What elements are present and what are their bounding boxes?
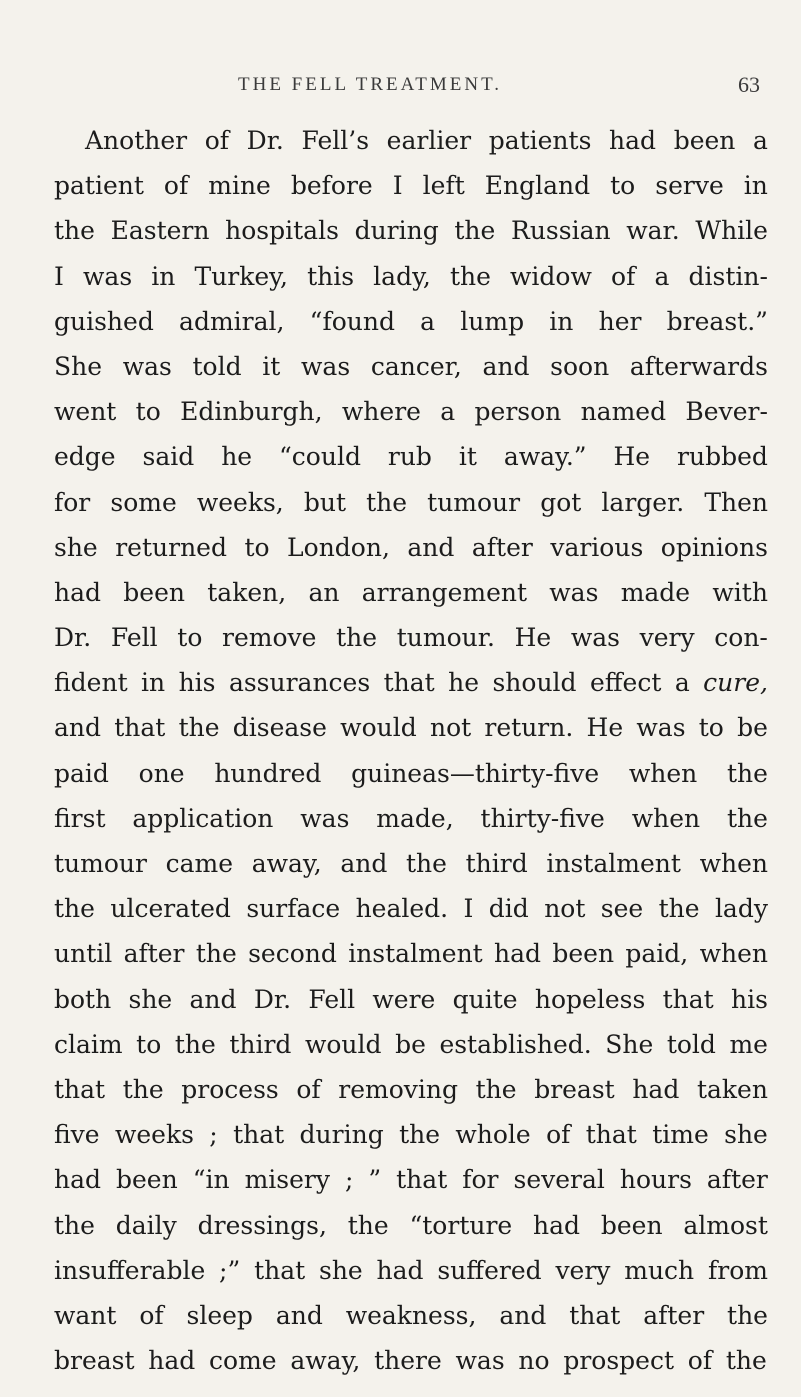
word: thirty-five — [480, 803, 605, 833]
word: and — [499, 1300, 547, 1330]
word: that — [383, 668, 435, 698]
word: the — [122, 1074, 164, 1104]
word: tumour. — [396, 623, 495, 653]
text-line — [54, 705, 768, 750]
word: She — [605, 1029, 654, 1059]
word: He — [514, 623, 552, 653]
word: arrangement — [361, 577, 528, 607]
word: were — [372, 984, 436, 1014]
word: the — [658, 894, 700, 924]
text-line — [54, 660, 768, 705]
word: “could — [279, 442, 361, 472]
word: she — [319, 1255, 363, 1285]
word: to — [136, 1029, 162, 1059]
word: be — [395, 1029, 426, 1059]
word: it — [458, 442, 477, 472]
word: first — [54, 803, 106, 833]
word: rub — [387, 442, 432, 472]
word: Fell — [308, 984, 356, 1014]
word: during — [354, 216, 439, 246]
text-line — [54, 977, 768, 1022]
text-line — [54, 1112, 768, 1157]
word: weeks — [114, 1120, 194, 1150]
word: breast.” — [666, 306, 768, 336]
word: hospitals — [225, 216, 339, 246]
text-line — [54, 841, 768, 886]
word: person — [474, 397, 562, 427]
word: the — [336, 623, 378, 653]
word: the — [178, 713, 220, 743]
word: of — [611, 261, 636, 291]
word: away, — [251, 849, 322, 878]
word: war. — [626, 216, 680, 246]
word: I — [392, 171, 403, 201]
text-line — [54, 163, 768, 208]
word: the — [399, 1120, 441, 1150]
word: after — [706, 1165, 768, 1195]
word: serve — [655, 171, 724, 201]
running-head: THE FELL TREATMENT. — [238, 74, 503, 95]
word: was — [122, 351, 172, 381]
word: the — [54, 216, 95, 246]
word: a — [674, 668, 690, 698]
word: the — [406, 849, 447, 878]
word: patients — [488, 126, 592, 155]
word: taken — [696, 1074, 768, 1104]
word: hours — [619, 1165, 692, 1195]
word: after — [643, 1300, 705, 1330]
word: she — [128, 984, 173, 1014]
word: from — [707, 1255, 768, 1285]
word: Another — [85, 126, 188, 155]
word: to — [177, 623, 203, 653]
text-line — [54, 299, 768, 344]
word: cancer, — [370, 351, 462, 381]
word: con- — [714, 623, 768, 653]
word: very — [555, 1255, 611, 1285]
word: went — [54, 397, 117, 427]
word: I — [54, 261, 64, 291]
word: made — [620, 577, 691, 607]
word: been — [123, 577, 185, 607]
word: left — [422, 171, 465, 201]
word: after — [471, 532, 533, 562]
text-line — [54, 751, 768, 796]
word: Fell — [110, 623, 158, 653]
text-line — [54, 525, 768, 570]
word: claim — [54, 1029, 123, 1059]
word: paid — [54, 758, 109, 788]
word: instalment — [546, 849, 681, 878]
word: an — [308, 577, 340, 607]
word: I — [463, 894, 474, 924]
word: when — [699, 849, 768, 878]
word: was — [636, 713, 686, 743]
text-line — [54, 1338, 768, 1383]
word: had — [54, 1165, 102, 1195]
word: when — [699, 939, 768, 969]
word: she — [54, 532, 98, 562]
word: the — [347, 1210, 389, 1240]
word: five — [54, 1120, 100, 1150]
word: mine — [208, 171, 271, 201]
word: came — [165, 849, 234, 878]
word: she — [724, 1120, 768, 1150]
word: would — [304, 1029, 382, 1059]
word: ; — [209, 1120, 218, 1150]
word: the — [727, 1300, 768, 1330]
word: had — [148, 1346, 196, 1376]
text-line — [54, 118, 768, 163]
word: lady, — [373, 261, 431, 291]
word: the — [727, 803, 768, 833]
page-number: 63 — [738, 72, 760, 97]
text-line — [54, 1248, 768, 1293]
word: to — [698, 713, 724, 743]
word: ” — [368, 1165, 382, 1195]
word: until — [54, 939, 113, 969]
word: when — [631, 803, 701, 833]
word: a — [654, 261, 670, 291]
word: daily — [115, 1210, 177, 1240]
word: edge — [54, 442, 116, 472]
word: and — [407, 532, 455, 562]
word: Bever- — [685, 397, 768, 427]
word: weeks, — [196, 487, 284, 517]
word: weakness, — [345, 1300, 477, 1330]
word: be — [737, 713, 768, 743]
word: return. — [484, 713, 574, 743]
word: removing — [338, 1074, 459, 1104]
word: and — [482, 351, 530, 381]
word: sleep — [186, 1300, 253, 1330]
word: and — [275, 1300, 323, 1330]
word: want — [54, 1300, 117, 1330]
word: Fell’s — [301, 126, 370, 155]
word: lump — [460, 306, 525, 336]
word: tumour — [427, 487, 521, 517]
word: the — [475, 1074, 517, 1104]
word: to — [610, 171, 636, 201]
word: was — [300, 803, 350, 833]
word: Then — [704, 487, 768, 517]
text-line — [54, 1203, 768, 1248]
word: guished — [54, 306, 154, 336]
word: after — [123, 939, 185, 969]
word: and — [340, 849, 388, 878]
word: various — [550, 532, 644, 562]
text-line — [54, 480, 768, 525]
word: surface — [246, 894, 341, 924]
word: Eastern — [110, 216, 210, 246]
word: made, — [376, 803, 454, 833]
word: for — [462, 1165, 499, 1195]
word: dressings, — [197, 1210, 327, 1240]
word: was — [549, 577, 599, 607]
word: that — [254, 1255, 306, 1285]
word: of — [204, 126, 230, 155]
word: Dr. — [253, 984, 292, 1014]
word: was — [83, 261, 133, 291]
word: to — [244, 532, 270, 562]
text-line — [54, 1067, 768, 1112]
word: that — [585, 1120, 637, 1150]
word: suffered — [437, 1255, 542, 1285]
word: tumour — [54, 849, 147, 878]
word: effect — [589, 668, 662, 698]
word: he — [221, 442, 253, 472]
word: paid, — [625, 939, 689, 969]
word: hopeless — [534, 984, 646, 1014]
word: England — [484, 171, 591, 201]
word: with — [712, 577, 768, 607]
word: “torture — [409, 1210, 513, 1240]
word: afterwards — [629, 351, 768, 381]
word: whole — [455, 1120, 531, 1150]
word: not — [429, 713, 472, 743]
word: of — [296, 1074, 321, 1104]
text-line — [54, 615, 768, 660]
word: several — [513, 1165, 605, 1195]
word: come — [209, 1346, 277, 1376]
text-line — [54, 208, 768, 253]
word: a — [440, 397, 456, 427]
word: away.” — [503, 442, 587, 472]
word: cure, — [703, 668, 768, 698]
word: Turkey, — [194, 261, 288, 291]
word: the — [454, 216, 496, 246]
text-line — [54, 886, 768, 931]
word: he — [448, 668, 480, 698]
word: instalment — [348, 939, 483, 969]
word: of — [163, 171, 189, 201]
word: of — [139, 1300, 164, 1330]
word: lady — [714, 894, 768, 924]
word: told — [666, 1029, 716, 1059]
word: that — [54, 1074, 106, 1104]
word: did — [488, 894, 529, 924]
word: some — [110, 487, 177, 517]
word: “found — [309, 306, 395, 336]
word: but — [303, 487, 347, 517]
word: very — [639, 623, 695, 653]
word: during — [299, 1120, 384, 1150]
word: returned — [115, 532, 227, 562]
word: been — [673, 126, 736, 155]
word: his — [731, 984, 768, 1014]
word: before — [290, 171, 373, 201]
word: process — [181, 1074, 279, 1104]
word: fident — [54, 668, 128, 698]
body-text — [54, 118, 768, 1383]
word: “in — [192, 1165, 230, 1195]
word: of — [546, 1120, 571, 1150]
word: had — [376, 1255, 424, 1285]
word: this — [307, 261, 355, 291]
word: in — [743, 171, 768, 201]
word: been — [552, 939, 615, 969]
word: He — [613, 442, 651, 472]
word: that — [114, 713, 166, 743]
word: had — [54, 577, 102, 607]
word: where — [341, 397, 421, 427]
text-line — [54, 1022, 768, 1067]
word: a — [753, 126, 768, 155]
word: guineas—thirty-five — [351, 758, 600, 788]
word: misery — [244, 1165, 330, 1195]
text-line — [54, 570, 768, 615]
word: ;” — [219, 1255, 241, 1285]
text-line — [54, 389, 768, 434]
word: in — [151, 261, 176, 291]
word: the — [195, 939, 237, 969]
word: opinions — [660, 532, 768, 562]
word: to — [135, 397, 161, 427]
word: breast — [54, 1346, 135, 1376]
word: taken, — [207, 577, 287, 607]
word: insufferable — [54, 1255, 206, 1285]
word: application — [132, 803, 274, 833]
word: breast — [534, 1074, 615, 1104]
word: there — [374, 1346, 442, 1376]
word: and — [189, 984, 237, 1014]
word: the — [726, 758, 768, 788]
word: established. — [439, 1029, 592, 1059]
word: was — [455, 1346, 505, 1376]
word: named — [580, 397, 667, 427]
word: ; — [344, 1165, 354, 1195]
text-line — [54, 344, 768, 389]
word: and — [54, 713, 102, 743]
word: Edinburgh, — [180, 397, 323, 427]
word: had — [533, 1210, 581, 1240]
word: had — [494, 939, 542, 969]
word: for — [54, 487, 91, 517]
word: almost — [683, 1210, 768, 1240]
word: no — [518, 1346, 550, 1376]
word: Dr. — [246, 126, 284, 155]
word: the — [449, 261, 491, 291]
word: should — [492, 668, 577, 698]
word: third — [465, 849, 528, 878]
word: time — [652, 1120, 709, 1150]
word: London, — [287, 532, 390, 562]
word: widow — [510, 261, 592, 291]
word: see — [600, 894, 644, 924]
word: got — [540, 487, 582, 517]
word: not — [544, 894, 586, 924]
word: third — [229, 1029, 292, 1059]
word: had — [632, 1074, 680, 1104]
word: healed. — [355, 894, 449, 924]
word: when — [628, 758, 698, 788]
word: been — [600, 1210, 663, 1240]
word: larger. — [601, 487, 685, 517]
word: Russian — [511, 216, 611, 246]
word: would — [340, 713, 417, 743]
word: told — [192, 351, 242, 381]
word: distin- — [688, 261, 768, 291]
word: the — [366, 487, 408, 517]
word: assurances — [228, 668, 371, 698]
word: the — [725, 1346, 767, 1376]
word: ulcerated — [110, 894, 231, 924]
word: had — [609, 126, 657, 155]
word: a — [420, 306, 436, 336]
text-line — [54, 1293, 768, 1338]
word: it — [262, 351, 281, 381]
word: both — [54, 984, 112, 1014]
word: While — [695, 216, 768, 246]
word: remove — [222, 623, 317, 653]
text-line — [54, 434, 768, 479]
word: his — [178, 668, 216, 698]
text-line — [54, 254, 768, 299]
word: quite — [452, 984, 518, 1014]
word: in — [141, 668, 166, 698]
word: said — [142, 442, 195, 472]
word: been — [116, 1165, 178, 1195]
text-line — [54, 1157, 768, 1202]
word: was — [570, 623, 620, 653]
word: earlier — [386, 126, 472, 155]
text-line — [54, 931, 768, 976]
word: Dr. — [54, 623, 92, 653]
word: disease — [232, 713, 327, 743]
word: He — [586, 713, 624, 743]
word: me — [729, 1029, 768, 1059]
word: one — [138, 758, 185, 788]
word: that — [233, 1120, 285, 1150]
word: the — [54, 894, 95, 924]
word: the — [174, 1029, 216, 1059]
word: that — [662, 984, 714, 1014]
word: much — [624, 1255, 695, 1285]
word: She — [54, 351, 103, 381]
word: rubbed — [677, 442, 768, 472]
text-line — [54, 796, 768, 841]
word: that — [396, 1165, 448, 1195]
word: soon — [550, 351, 610, 381]
word: patient — [54, 171, 144, 201]
word: hundred — [214, 758, 322, 788]
word: away, — [290, 1346, 361, 1376]
word: in — [549, 306, 574, 336]
word: the — [54, 1210, 95, 1240]
word: that — [569, 1300, 621, 1330]
word: was — [301, 351, 351, 381]
word: her — [598, 306, 642, 336]
word: of — [687, 1346, 713, 1376]
word: admiral, — [179, 306, 285, 336]
word: second — [248, 939, 337, 969]
word: prospect — [563, 1346, 675, 1376]
